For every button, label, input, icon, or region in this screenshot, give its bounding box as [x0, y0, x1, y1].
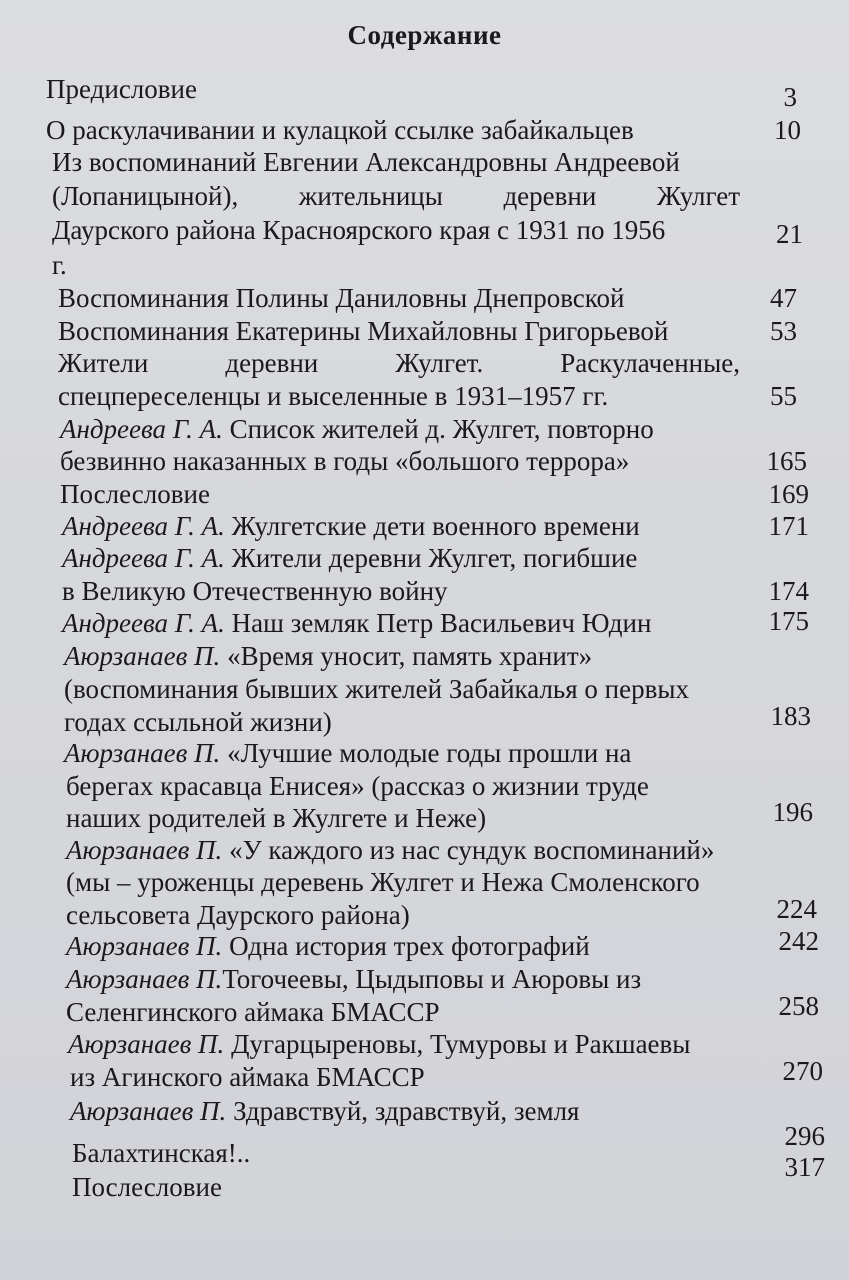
toc-line: Воспоминания Полины Даниловны Днепровской: [58, 283, 625, 313]
toc-page-number: 53: [770, 316, 797, 346]
toc-title: Жулгетские дети военного времени: [224, 511, 640, 541]
toc-author: Андреева Г. А.: [62, 543, 225, 573]
toc-line: Из воспоминаний Евгении Александровны Андреевой: [52, 147, 680, 177]
toc-line: Жители деревни Жулгет. Раскулаченные,: [58, 348, 740, 378]
toc-author: Андреева Г. А.: [62, 608, 225, 638]
toc-title: Здравствуй, здравствуй, земля: [226, 1096, 580, 1126]
toc-line: сельсовета Даурского района): [66, 900, 410, 930]
toc-page-number: 169: [768, 479, 809, 509]
toc-line: (мы – уроженцы деревень Жулгет и Нежа Смоленского: [66, 867, 700, 897]
toc-page-number: 21: [776, 219, 803, 249]
toc-page-number: 10: [774, 115, 801, 145]
toc-line: берегах красавца Енисея» (рассказ о жизнии труде: [66, 771, 649, 801]
toc-page-number: 165: [766, 446, 807, 476]
toc-line: [62, 607, 651, 639]
toc-line: спецпереселенцы и выселенные в 1931–1957 гг.: [58, 381, 609, 411]
toc-author: Аюрзанаев П.: [66, 964, 223, 994]
toc-line: безвинно наказанных в годы «большого террора»: [60, 446, 630, 476]
toc-title: Одна история трех фотографий: [222, 931, 590, 961]
toc-page-number: 183: [770, 701, 811, 731]
toc-line: [66, 834, 714, 866]
toc-line: [64, 737, 631, 769]
toc-title: Наш земляк Петр Васильевич Юдин: [224, 608, 652, 638]
toc-page-number: 296: [784, 1121, 825, 1151]
toc-line: (воспоминания бывших жителей Забайкалья о первых: [64, 674, 689, 704]
toc-line: Даурского района Красноярского края с 1931 по 1956: [52, 215, 666, 245]
toc-line: г.: [52, 250, 67, 280]
toc-line: [60, 413, 654, 445]
toc-title: Жители деревни Жулгет, погибшие: [224, 543, 638, 573]
page-title: Содержание: [347, 20, 502, 50]
toc-author: Аюрзанаев П.: [64, 738, 221, 768]
toc-line: О раскулачивании и кулацкой ссылке забайкальцев: [46, 115, 634, 145]
toc-line: [70, 1095, 579, 1127]
toc-line: Балахтинская!..: [72, 1138, 251, 1168]
toc-line: годах ссыльной жизни): [64, 707, 332, 737]
toc-line: (Лопаницыной), жительницы деревни Жулгет: [52, 181, 740, 211]
toc-page-number: 270: [782, 1056, 823, 1086]
toc-page-number: 47: [770, 283, 797, 313]
toc-line: Послесловие: [72, 1172, 222, 1202]
toc-page-number: 174: [768, 576, 809, 606]
toc-page-number: 55: [770, 381, 797, 411]
toc-title: «Время уносит, память хранит»: [220, 641, 593, 671]
toc-line: [68, 1028, 690, 1060]
toc-line: в Великую Отечественную войну: [62, 576, 448, 606]
toc-page-number: 242: [778, 926, 819, 956]
toc-title: Тогочеевы, Цыдыповы и Аюровы из: [222, 964, 642, 994]
toc-title: «Лучшие молодые годы прошли на: [220, 738, 632, 768]
toc-line: Послесловие: [60, 479, 210, 509]
toc-line: Воспоминания Екатерины Михайловны Григорьевой: [58, 316, 669, 346]
toc-line: наших родителей в Жулгете и Неже): [66, 803, 487, 833]
toc-line: [66, 930, 590, 962]
toc-author: Аюрзанаев П.: [64, 641, 221, 671]
toc-author: Андреева Г. А.: [60, 414, 223, 444]
toc-line: [64, 640, 592, 672]
toc-line: [62, 510, 640, 542]
toc-author: Аюрзанаев П.: [66, 931, 223, 961]
toc-line: из Агинского аймака БМАССР: [70, 1062, 425, 1092]
toc-author: Аюрзанаев П.: [66, 835, 223, 865]
toc-line: Предисловие: [46, 74, 197, 104]
toc-line: [66, 963, 641, 995]
toc-line: [62, 542, 637, 574]
toc-page-number: 196: [772, 797, 813, 827]
toc-page-number: 175: [768, 606, 809, 636]
toc-title: Список жителей д. Жулгет, повторно: [222, 414, 654, 444]
toc-page-number: 317: [784, 1152, 825, 1182]
toc-page-number: 258: [778, 991, 819, 1021]
toc-author: Аюрзанаев П.: [70, 1096, 227, 1126]
toc-author: Аюрзанаев П.: [68, 1029, 225, 1059]
toc-author: Андреева Г. А.: [62, 511, 225, 541]
toc-page-number: 3: [783, 82, 797, 112]
toc-line: Селенгинского аймака БМАССР: [66, 997, 440, 1027]
toc-page-number: 171: [768, 511, 809, 541]
toc-title: «У каждого из нас сундук воспоминаний»: [222, 835, 715, 865]
toc-page-number: 224: [776, 894, 817, 924]
toc-title: Дугарцыреновы, Тумуровы и Ракшаевы: [224, 1029, 691, 1059]
